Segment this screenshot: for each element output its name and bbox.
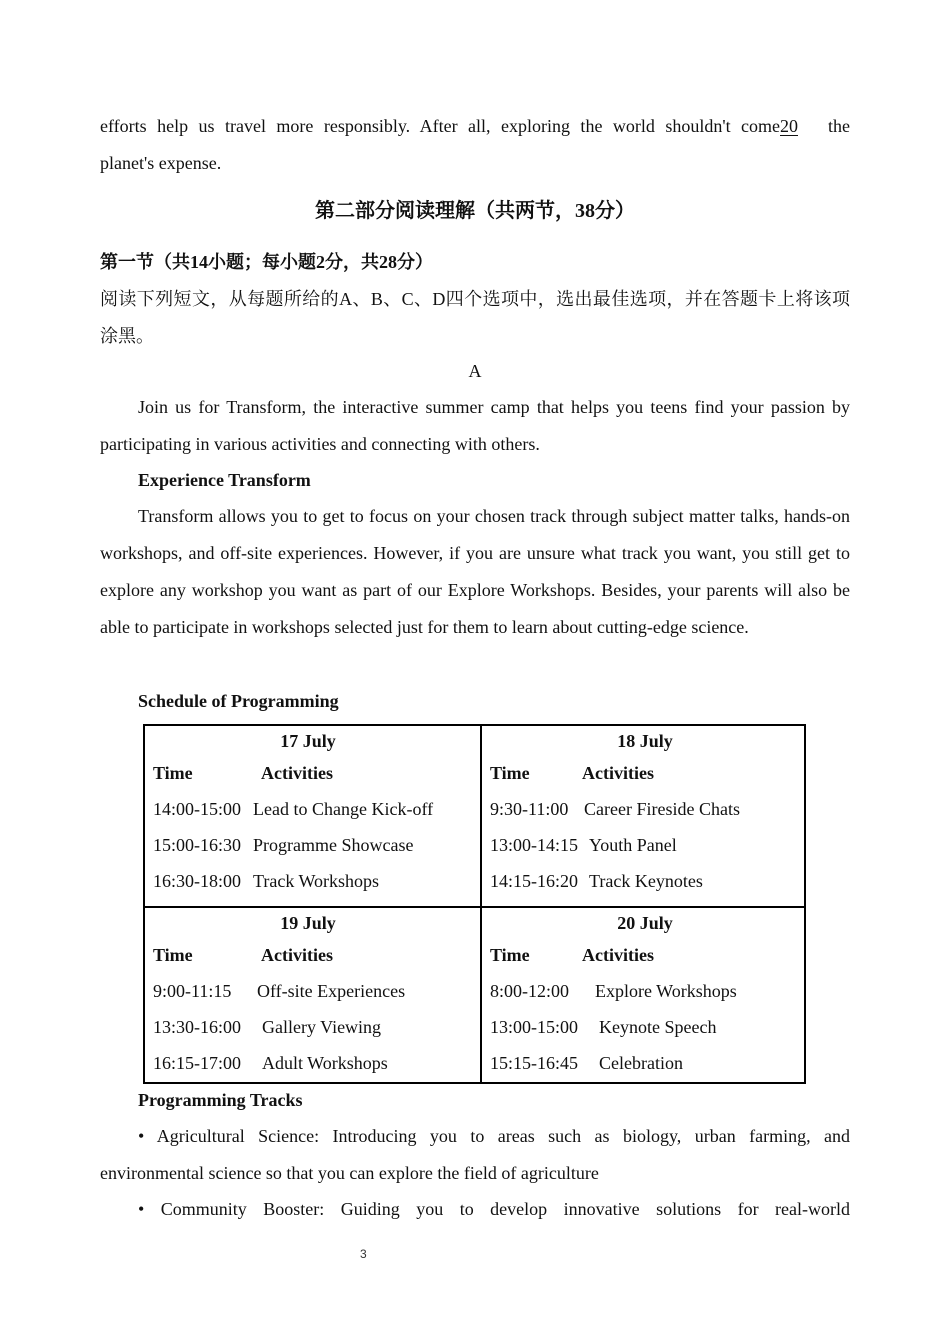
passage-intro: Join us for Transform, the interactive summer camp that helps you teens find your passion by participating in various activities and connecting with others.: [100, 397, 850, 454]
activity-cell: Keynote Speech: [599, 1017, 717, 1037]
activity-cell: Career Fireside Chats: [584, 799, 740, 819]
table-header-row: [482, 937, 808, 973]
activity-cell: Track Keynotes: [589, 871, 703, 891]
passage-letter: A: [468, 361, 482, 381]
time-header: Time: [490, 763, 530, 783]
experience-body: Transform allows you to get to focus on your chosen track through subject matter talks, hands-on workshops, and off-site experiences. However, if you are unsure what track you want, you still get to explore any workshop you want as part of our Explore Workshops. Besides, your parents will also be able to participate in workshops selected just for them to learn about cutting-edge science.: [100, 506, 850, 637]
table-row: [145, 1045, 471, 1081]
table-header-row: [145, 937, 471, 973]
time-cell: 13:00-15:00: [490, 1017, 578, 1037]
table-row: [145, 791, 471, 827]
activity-cell: Youth Panel: [589, 835, 677, 855]
time-cell: 14:15-16:20: [490, 871, 578, 891]
schedule-heading: Schedule of Programming: [138, 691, 339, 711]
table-row: [482, 863, 808, 899]
activity-cell: Celebration: [599, 1053, 683, 1073]
subsection-title: 第一节（共14小题；每小题2分，共28分）: [100, 252, 433, 272]
page-number: 3: [360, 1247, 367, 1261]
schedule-table: [143, 724, 806, 1084]
table-header-row: [145, 755, 471, 791]
time-header: Time: [153, 945, 193, 965]
table-row: [482, 827, 808, 863]
time-cell: 9:00-11:15: [153, 981, 232, 1001]
time-cell: 15:15-16:45: [490, 1053, 578, 1073]
activity-cell: Off-site Experiences: [257, 981, 406, 1001]
experience-heading: Experience Transform: [138, 470, 311, 490]
schedule-day-17-july: [145, 726, 471, 904]
continuation-paragraph: [100, 108, 850, 182]
time-cell: 9:30-11:00: [490, 799, 569, 819]
schedule-day-18-july: [482, 726, 808, 904]
table-row: [145, 827, 471, 863]
time-cell: 16:30-18:00: [153, 871, 241, 891]
day-date: 19 July: [280, 913, 336, 933]
section-title: 第二部分阅读理解（共两节，38分）: [315, 200, 635, 222]
day-date: 20 July: [617, 913, 673, 933]
time-header: Time: [153, 763, 193, 783]
track-item: • Community Booster: Guiding you to develop innovative solutions for real-world: [138, 1199, 850, 1219]
instructions: 阅读下列短文，从每题所给的A、B、C、D四个选项中，选出最佳选项，并在答题卡上将该项涂黑。: [100, 289, 850, 346]
activities-header: Activities: [261, 763, 333, 783]
table-row: [145, 973, 471, 1009]
activity-cell: Programme Showcase: [253, 835, 414, 855]
time-cell: 13:00-14:15: [490, 835, 578, 855]
table-row: [482, 973, 808, 1009]
activity-cell: Lead to Change Kick-off: [253, 799, 434, 819]
time-cell: 14:00-15:00: [153, 799, 241, 819]
table-row: [482, 1009, 808, 1045]
activity-cell: Explore Workshops: [595, 981, 737, 1001]
table-row: [145, 1009, 471, 1045]
continuation-text-before: efforts help us travel more responsibly. After all, exploring the world shouldn't come: [100, 116, 780, 136]
table-header-row: [482, 755, 808, 791]
day-date: 18 July: [617, 731, 673, 751]
activities-header: Activities: [261, 945, 333, 965]
activity-cell: Gallery Viewing: [262, 1017, 382, 1037]
blank-20: [780, 108, 828, 145]
activities-header: Activities: [582, 763, 654, 783]
time-cell: 15:00-16:30: [153, 835, 241, 855]
time-cell: 16:15-17:00: [153, 1053, 241, 1073]
schedule-day-20-july: [482, 908, 808, 1086]
day-date: 17 July: [280, 731, 336, 751]
track-item: • Agricultural Science: Introducing you to areas such as biology, urban farming, and environmental science so that you can explore the field of agriculture: [100, 1126, 850, 1183]
continuation-text-after: the: [828, 116, 850, 136]
schedule-day-19-july: [145, 908, 471, 1086]
table-row: [145, 863, 471, 899]
activities-header: Activities: [582, 945, 654, 965]
table-row: [482, 791, 808, 827]
continuation-second-line: planet's expense.: [100, 153, 222, 173]
activity-cell: Track Workshops: [253, 871, 380, 891]
time-cell: 8:00-12:00: [490, 981, 569, 1001]
time-cell: 13:30-16:00: [153, 1017, 241, 1037]
blank-number: 20: [780, 116, 798, 136]
activity-cell: Adult Workshops: [262, 1053, 388, 1073]
time-header: Time: [490, 945, 530, 965]
table-row: [482, 1045, 808, 1081]
tracks-heading: Programming Tracks: [138, 1090, 303, 1110]
